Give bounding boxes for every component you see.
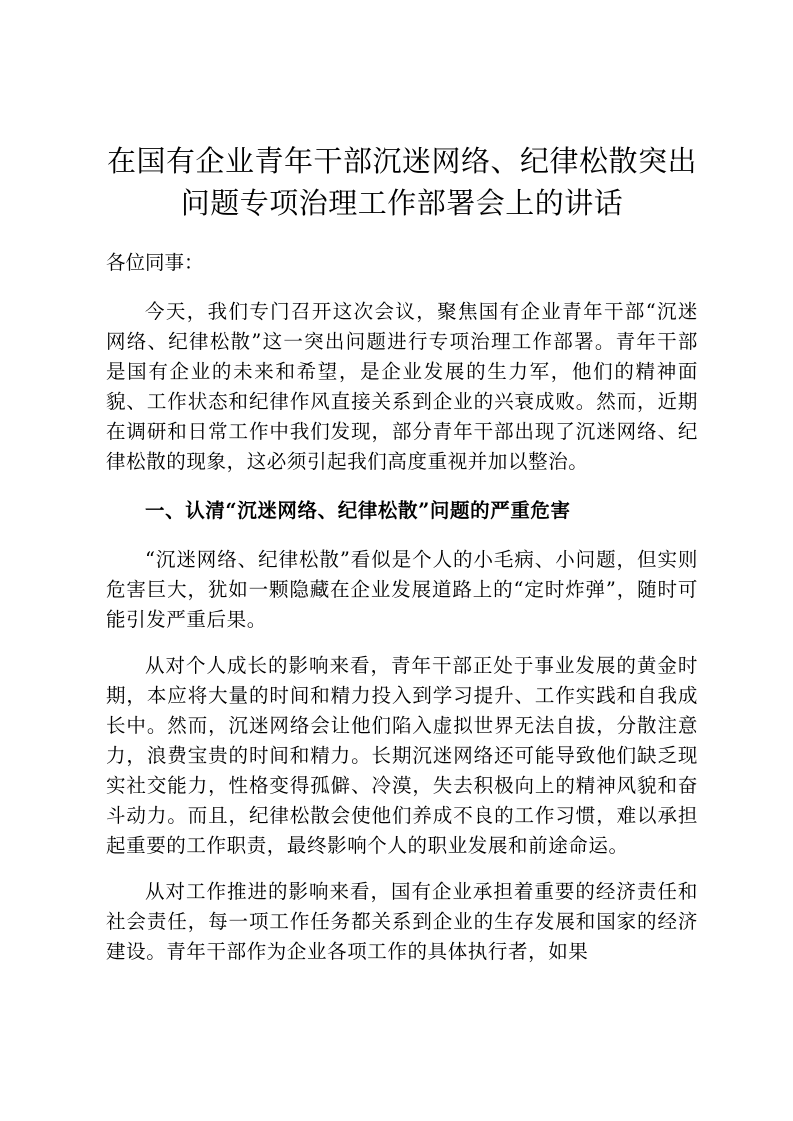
intro-paragraph: 今天，我们专门召开这次会议，聚焦国有企业青年干部“沉迷网络、纪律松散”这一突出问题进行专项治理工作部署。青年干部是国有企业的未来和希望，是企业发展的生力军，他们的精神面貌、工作状态和纪律作风直接关系到企业的兴衰成败。然而，近期在调研和日常工作中我们发现，部分青年干部出现了沉迷网络、纪律松散的现象，这必须引起我们高度重视并加以整治。 xyxy=(106,300,698,473)
section-heading-1: 一、认清“沉迷网络、纪律松散”问题的严重危害 xyxy=(145,499,571,522)
document-title xyxy=(106,140,698,224)
greeting: 各位同事： xyxy=(106,251,204,274)
document-page xyxy=(106,140,698,967)
body-paragraph: 从对个人成长的影响来看，青年干部正处于事业发展的黄金时期，本应将大量的时间和精力投入到学习提升、工作实践和自我成长中。然而，沉迷网络会让他们陷入虚拟世界无法自拔，分散注意力，浪费宝贵的时间和精力。长期沉迷网络还可能导致他们缺乏现实社交能力，性格变得孤僻、冷漠，失去积极向上的精神风貌和奋斗动力。而且，纪律松散会使他们养成不良的工作习惯，难以承担起重要的工作职责，最终影响个人的职业发展和前途命运。 xyxy=(106,654,698,857)
body-paragraph: 从对工作推进的影响来看，国有企业承担着重要的经济责任和社会责任，每一项工作任务都关系到企业的生存发展和国家的经济建设。青年干部作为企业各项工作的具体执行者，如果 xyxy=(106,880,698,963)
body-paragraph: “沉迷网络、纪律松散”看似是个人的小毛病、小问题，但实则危害巨大，犹如一颗隐藏在企业发展道路上的“定时炸弹”，随时可能引发严重后果。 xyxy=(106,548,698,631)
title-line-2: 问题专项治理工作部署会上的讲话 xyxy=(180,186,624,220)
title-line-1: 在国有企业青年干部沉迷网络、纪律松散突出 xyxy=(106,144,697,178)
